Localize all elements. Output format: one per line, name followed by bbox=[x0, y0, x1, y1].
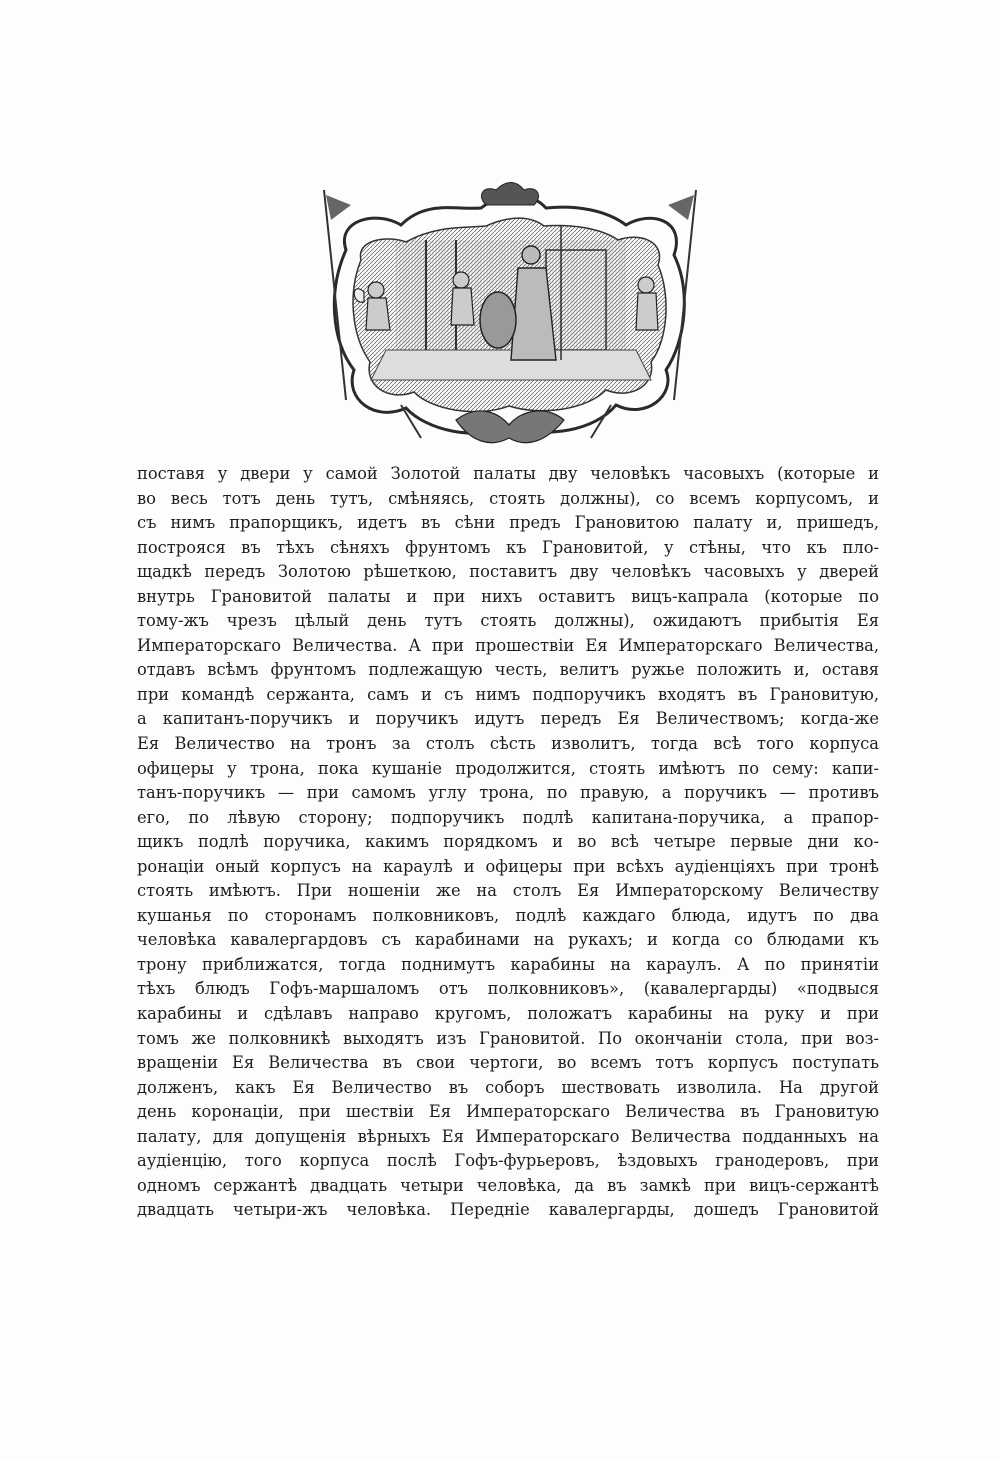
text-line: палату, для допущенія вѣрныхъ Ея Императорскаго Величества подданныхъ на bbox=[137, 1126, 879, 1146]
text-line: стоять имѣютъ. При ношеніи же на столъ Ея Императорскому Величеству bbox=[137, 881, 879, 901]
text-line: отдавъ всѣмъ фрунтомъ подлежащую честь, велитъ ружье положить и, оставя bbox=[137, 660, 879, 680]
text-line: долженъ, какъ Ея Величество въ соборъ шествовать изволила. На другой bbox=[137, 1077, 879, 1097]
text-line: двадцать четыри-жъ человѣка. Передніе кавалергарды, дошедъ Грановитой bbox=[137, 1200, 879, 1220]
engraved-vignette-illustration bbox=[306, 180, 712, 450]
text-line: при командѣ сержанта, самъ и съ нимъ подпоручикъ входятъ въ Грановитую, bbox=[137, 684, 879, 704]
text-line: трону приближатся, тогда поднимутъ карабины на караулъ. А по принятіи bbox=[137, 954, 879, 974]
text-line: карабины и сдѣлавъ направо кругомъ, положатъ карабины на руку и при bbox=[137, 1004, 879, 1024]
text-line: Императорскаго Величества. А при прошествіи Ея Императорскаго Величества, bbox=[137, 635, 879, 655]
text-line: кушанья по сторонамъ полковниковъ, подлѣ каждаго блюда, идутъ по два bbox=[137, 905, 879, 925]
text-line: тому-жъ чрезъ цѣлый день тутъ стоять должны), ожидаютъ прибытія Ея bbox=[137, 611, 879, 631]
trophy-ornament bbox=[456, 411, 564, 443]
text-line: его, по лѣвую сторону; подпоручикъ подлѣ капитана-поручика, а прапор- bbox=[137, 807, 879, 827]
text-line: поставя у двери у самой Золотой палаты дву человѣкъ часовыхъ (которые и bbox=[137, 464, 879, 483]
text-line: день коронаціи, при шествіи Ея Императорскаго Величества въ Грановитую bbox=[137, 1102, 879, 1122]
text-line: вращеніи Ея Величества въ свои чертоги, во всемъ тотъ корпусъ поступать bbox=[137, 1053, 879, 1073]
shield bbox=[480, 292, 516, 348]
body-text bbox=[137, 462, 879, 1223]
text-line: щикъ подлѣ поручика, какимъ порядкомъ и во всѣ четыре первые дни ко- bbox=[137, 832, 879, 852]
text-line: офицеры у трона, пока кушаніе продолжится, стоять имѣютъ по сему: капи- bbox=[137, 758, 879, 778]
text-line: одномъ сержантѣ двадцать четыри человѣка, да въ замкѣ при вицъ-сержантѣ bbox=[137, 1175, 879, 1195]
text-line: Ея Величество на тронъ за столъ сѣсть изволитъ, тогда всѣ того корпуса bbox=[137, 734, 879, 754]
text-line: построяся въ тѣхъ сѣняхъ фрунтомъ къ Грановитой, у стѣны, что къ пло- bbox=[137, 537, 879, 557]
text-line: томъ же полковникѣ выходятъ изъ Грановитой. По окончаніи стола, при воз- bbox=[137, 1028, 879, 1048]
text-line: тѣхъ блюдъ Гофъ-маршаломъ отъ полковниковъ», (кавалергарды) «подвыся bbox=[137, 979, 879, 999]
text-line: ронаціи оный корпусъ на караулѣ и офицеры при всѣхъ аудіенціяхъ при тронѣ bbox=[137, 856, 879, 876]
text-line: человѣка кавалергардовъ съ карабинами на рукахъ; и когда со блюдами къ bbox=[137, 930, 879, 950]
text-line: внутрь Грановитой палаты и при нихъ оставитъ вицъ-капрала (которые по bbox=[137, 586, 879, 606]
text-line: аудіенцію, того корпуса послѣ Гофъ-фурьеровъ, ѣздовыхъ гранодеровъ, при bbox=[137, 1151, 879, 1171]
eagle-ornament bbox=[481, 183, 538, 206]
text-line: а капитанъ-поручикъ и поручикъ идутъ передъ Ея Величествомъ; когда-же bbox=[137, 709, 879, 729]
text-line: танъ-поручикъ — при самомъ углу трона, по правую, а поручикъ — противъ bbox=[137, 783, 879, 803]
text-line: во весь тотъ день тутъ, смѣняясь, стоять должны), со всемъ корпусомъ, и bbox=[137, 488, 879, 508]
text-line: щадкѣ передъ Золотою рѣшеткою, поставитъ дву человѣкъ часовыхъ у дверей bbox=[137, 562, 879, 582]
vignette-svg bbox=[306, 180, 712, 450]
text-line: съ нимъ прапорщикъ, идетъ въ сѣни предъ Грановитою палату и, пришедъ, bbox=[137, 513, 879, 533]
